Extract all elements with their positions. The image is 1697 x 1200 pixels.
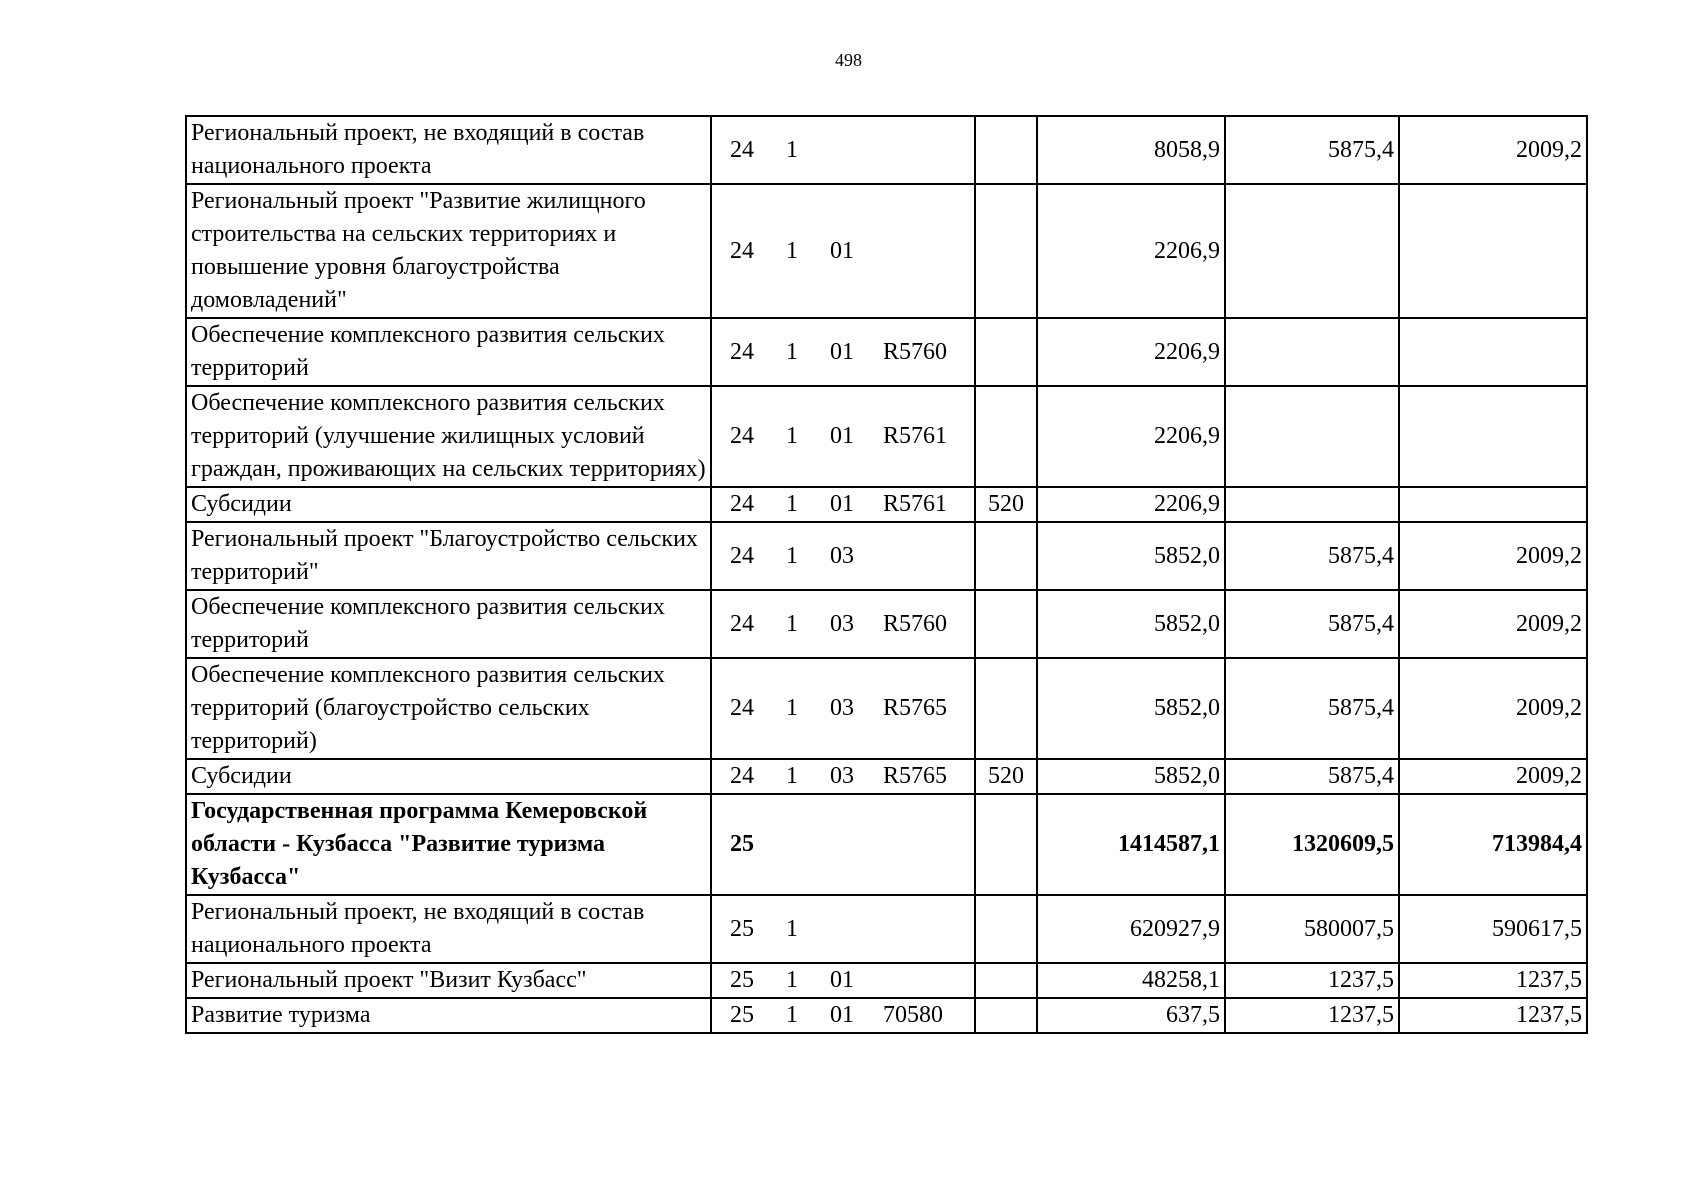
program-code-cell [711, 794, 975, 895]
table-row [186, 658, 1587, 759]
amount-year-2 [1225, 386, 1399, 487]
expense-type-code: 520 [975, 487, 1037, 522]
program-code: 25 [730, 1002, 754, 1028]
program-code-cell [711, 184, 975, 318]
direction-code: R5765 [883, 763, 948, 789]
project-code: 01 [830, 1002, 854, 1028]
program-code-cell [711, 590, 975, 658]
amount-year-1: 2206,9 [1037, 184, 1225, 318]
item-name: Обеспечение комплексного развития сельских территорий (улучшение жилищных условий граждан, проживающих на сельских территориях) [186, 386, 711, 487]
item-name: Обеспечение комплексного развития сельских территорий [186, 318, 711, 386]
project-code: 01 [830, 423, 854, 449]
direction-code: R5760 [883, 338, 948, 365]
amount-year-3: 2009,2 [1399, 590, 1587, 658]
program-code-cell [711, 116, 975, 184]
budget-table [185, 115, 1588, 1034]
direction-code: R5761 [883, 423, 948, 449]
subprogram-code: 1 [786, 237, 798, 264]
subprogram-code: 1 [786, 967, 798, 993]
page-number: 498 [835, 50, 862, 70]
program-code: 24 [730, 338, 754, 365]
amount-year-3: 1237,5 [1399, 998, 1587, 1033]
table-row [186, 963, 1587, 998]
amount-year-1: 5852,0 [1037, 759, 1225, 794]
item-name: Субсидии [186, 759, 711, 794]
item-name: Региональный проект "Развитие жилищного строительства на сельских территориях и повышение уровня благоустройства домовладений" [186, 184, 711, 318]
subprogram-code: 1 [786, 491, 798, 517]
amount-year-2 [1225, 487, 1399, 522]
amount-year-3: 2009,2 [1399, 759, 1587, 794]
subprogram-code: 1 [786, 915, 798, 942]
item-name: Субсидии [186, 487, 711, 522]
direction-code: 70580 [883, 1002, 943, 1028]
budget-table-body [186, 116, 1587, 1033]
expense-type-code [975, 590, 1037, 658]
amount-year-1: 8058,9 [1037, 116, 1225, 184]
expense-type-code: 520 [975, 759, 1037, 794]
program-code-cell [711, 895, 975, 963]
project-code: 01 [830, 338, 854, 365]
item-name: Обеспечение комплексного развития сельских территорий [186, 590, 711, 658]
amount-year-1: 2206,9 [1037, 318, 1225, 386]
amount-year-3: 2009,2 [1399, 658, 1587, 759]
amount-year-1: 5852,0 [1037, 658, 1225, 759]
program-code: 24 [730, 542, 754, 569]
table-row [186, 116, 1587, 184]
program-code-cell [711, 386, 975, 487]
table-row [186, 895, 1587, 963]
program-code: 25 [730, 967, 754, 993]
amount-year-3 [1399, 386, 1587, 487]
amount-year-1: 620927,9 [1037, 895, 1225, 963]
table-row [186, 184, 1587, 318]
subprogram-code: 1 [786, 338, 798, 365]
amount-year-3: 2009,2 [1399, 116, 1587, 184]
amount-year-2 [1225, 184, 1399, 318]
amount-year-2: 5875,4 [1225, 759, 1399, 794]
program-code-cell [711, 759, 975, 794]
amount-year-2: 5875,4 [1225, 658, 1399, 759]
table-row [186, 794, 1587, 895]
expense-type-code [975, 895, 1037, 963]
amount-year-1: 5852,0 [1037, 590, 1225, 658]
amount-year-2: 1237,5 [1225, 963, 1399, 998]
subprogram-code: 1 [786, 763, 798, 789]
table-row [186, 759, 1587, 794]
amount-year-2: 580007,5 [1225, 895, 1399, 963]
project-code: 03 [830, 610, 854, 637]
program-code: 24 [730, 136, 754, 163]
amount-year-2: 5875,4 [1225, 116, 1399, 184]
project-code: 03 [830, 542, 854, 569]
amount-year-1: 637,5 [1037, 998, 1225, 1033]
amount-year-3: 2009,2 [1399, 522, 1587, 590]
program-code-cell [711, 963, 975, 998]
amount-year-3: 1237,5 [1399, 963, 1587, 998]
project-code: 03 [830, 763, 854, 789]
table-row [186, 998, 1587, 1033]
item-name: Региональный проект, не входящий в состав национального проекта [186, 116, 711, 184]
amount-year-3 [1399, 487, 1587, 522]
program-code-cell [711, 658, 975, 759]
subprogram-code: 1 [786, 136, 798, 163]
amount-year-2: 1237,5 [1225, 998, 1399, 1033]
table-row [186, 522, 1587, 590]
subprogram-code: 1 [786, 610, 798, 637]
expense-type-code [975, 794, 1037, 895]
amount-year-3 [1399, 318, 1587, 386]
project-code: 01 [830, 967, 854, 993]
program-code: 24 [730, 695, 754, 721]
subprogram-code: 1 [786, 423, 798, 449]
program-code: 24 [730, 237, 754, 264]
amount-year-3: 713984,4 [1399, 794, 1587, 895]
amount-year-1: 2206,9 [1037, 386, 1225, 487]
table-row [186, 590, 1587, 658]
amount-year-2: 1320609,5 [1225, 794, 1399, 895]
expense-type-code [975, 522, 1037, 590]
amount-year-1: 1414587,1 [1037, 794, 1225, 895]
direction-code: R5761 [883, 491, 948, 517]
amount-year-2 [1225, 318, 1399, 386]
item-name: Региональный проект, не входящий в состав национального проекта [186, 895, 711, 963]
amount-year-1: 48258,1 [1037, 963, 1225, 998]
subprogram-code: 1 [786, 1002, 798, 1028]
program-code-cell [711, 318, 975, 386]
amount-year-3: 590617,5 [1399, 895, 1587, 963]
table-row [186, 318, 1587, 386]
program-code: 24 [730, 763, 754, 789]
expense-type-code [975, 116, 1037, 184]
project-code: 01 [830, 491, 854, 517]
amount-year-1: 5852,0 [1037, 522, 1225, 590]
item-name: Государственная программа Кемеровской области - Кузбасса "Развитие туризма Кузбасса" [186, 794, 711, 895]
program-code-cell [711, 487, 975, 522]
item-name: Региональный проект "Благоустройство сельских территорий" [186, 522, 711, 590]
expense-type-code [975, 386, 1037, 487]
table-row [186, 386, 1587, 487]
amount-year-2: 5875,4 [1225, 522, 1399, 590]
item-name: Обеспечение комплексного развития сельских территорий (благоустройство сельских территорий) [186, 658, 711, 759]
table-row [186, 487, 1587, 522]
direction-code: R5760 [883, 610, 948, 637]
program-code-cell [711, 522, 975, 590]
expense-type-code [975, 184, 1037, 318]
program-code: 25 [730, 915, 754, 942]
project-code: 03 [830, 695, 854, 721]
program-code: 24 [730, 491, 754, 517]
item-name: Региональный проект "Визит Кузбасс" [186, 963, 711, 998]
amount-year-1: 2206,9 [1037, 487, 1225, 522]
amount-year-3 [1399, 184, 1587, 318]
expense-type-code [975, 658, 1037, 759]
subprogram-code: 1 [786, 542, 798, 569]
direction-code: R5765 [883, 695, 948, 721]
program-code: 24 [730, 423, 754, 449]
expense-type-code [975, 998, 1037, 1033]
subprogram-code: 1 [786, 695, 798, 721]
program-code-cell [711, 998, 975, 1033]
amount-year-2: 5875,4 [1225, 590, 1399, 658]
program-code: 24 [730, 610, 754, 637]
item-name: Развитие туризма [186, 998, 711, 1033]
program-code: 25 [730, 831, 754, 857]
expense-type-code [975, 963, 1037, 998]
expense-type-code [975, 318, 1037, 386]
project-code: 01 [830, 237, 854, 264]
